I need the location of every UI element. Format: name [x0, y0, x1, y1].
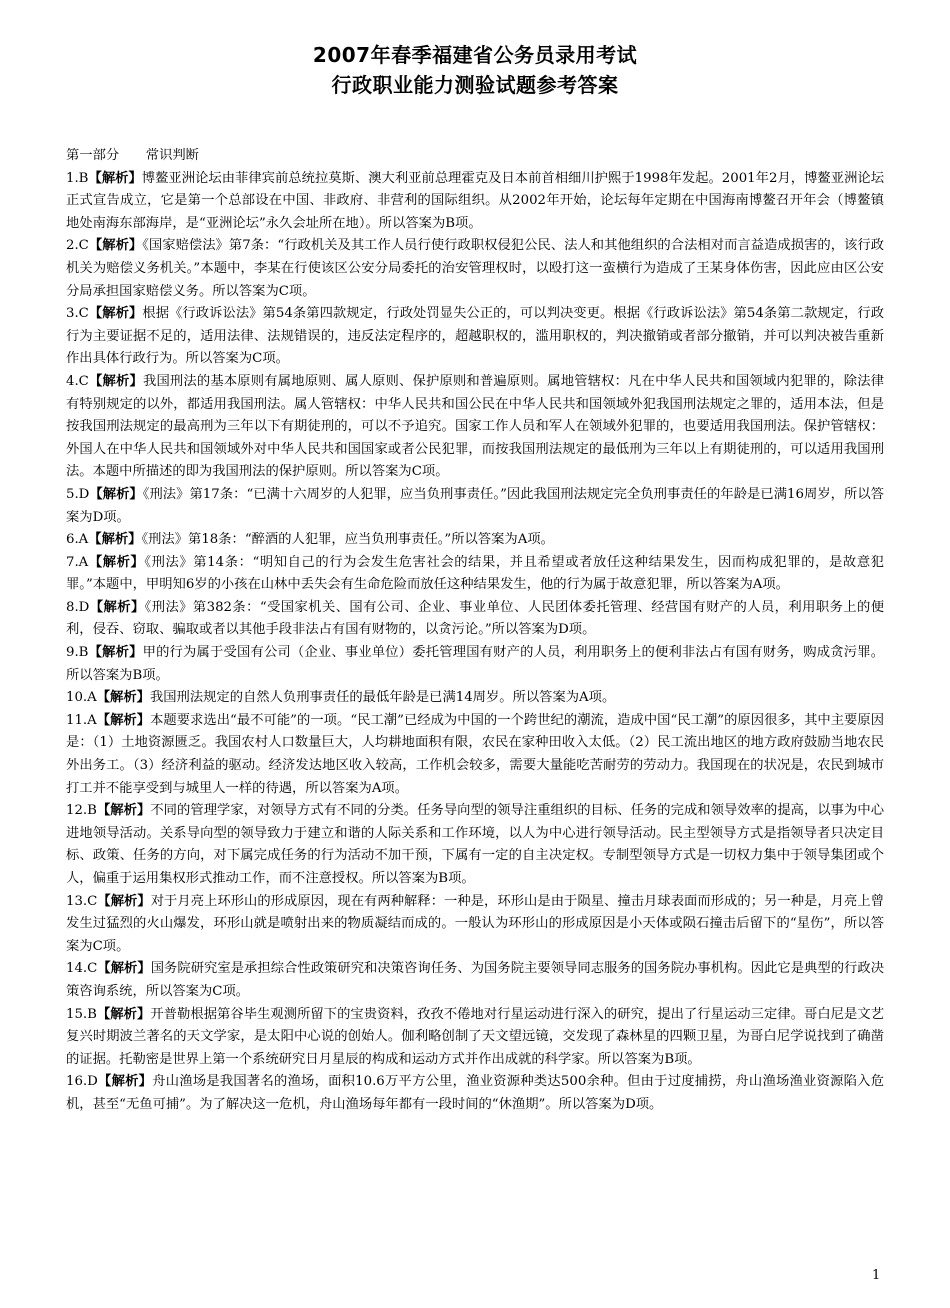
answer-label: 4.C: [66, 373, 89, 389]
analysis-tag: 【解析】: [88, 645, 143, 661]
answer-label: 10.A: [66, 690, 97, 706]
answer-text: 我国刑法规定的自然人负刑事责任的最低年龄是已满14周岁。所以答案为A项。: [149, 690, 616, 706]
answer-label: 12.B: [66, 803, 97, 819]
analysis-tag: 【解析】: [88, 373, 143, 389]
answer-text: 《国家赔偿法》第7条：“行政机关及其工作人员行使行政职权侵犯公民、法人和其他组织的合法相对而言益造成损害的，该行政机关为赔偿义务机关。”本题中，李某在行使该区公安分局委托的治安管理权时，以殴打这一蛮横行为造成了王某身体伤害，因此应由区公安分局承担国家赔偿义务。所以答案为C项。: [66, 238, 885, 299]
answer-item: [66, 1071, 884, 1116]
document-body: [66, 145, 884, 1117]
answer-item: [66, 168, 884, 236]
section-heading: 第一部分 常识判断: [66, 148, 199, 163]
answer-item: [66, 958, 884, 1003]
answer-label: 1.B: [66, 170, 89, 186]
answer-text: 《刑法》第17条：“已满十六周岁的人犯罪，应当负刑事责任。”因此我国刑法规定完全负刑事责任的年龄是已满16周岁，所以答案为D项。: [66, 486, 885, 525]
analysis-tag: 【解析】: [96, 803, 151, 819]
analysis-tag: 【解析】: [97, 1074, 153, 1090]
answer-text: 《刑法》第14条：“明知自己的行为会发生危害社会的结果，并且希望或者放任这种结果发生，因而构成犯罪的，是故意犯罪。”本题中，甲明知6岁的小孩在山林中丢失会有生命危险而放任这种结果发生，他的行为属于故意犯罪，所以答案为A项。: [66, 554, 884, 593]
answer-item: [66, 484, 884, 529]
analysis-tag: 【解析】: [96, 1006, 151, 1022]
answer-label: 14.C: [66, 961, 98, 977]
analysis-tag: 【解析】: [88, 170, 142, 186]
answer-item: [66, 687, 884, 710]
page-number: 1: [872, 1268, 881, 1283]
analysis-tag: 【解析】: [89, 599, 145, 615]
answer-label: 8.D: [66, 599, 90, 615]
answer-label: 11.A: [66, 712, 97, 728]
answer-text: 国务院研究室是承担综合性政策研究和决策咨询任务、为国务院主要领导同志服务的国务院办事机构。因此它是典型的行政决策咨询系统，所以答案为C项。: [66, 961, 885, 999]
answer-text: 《刑法》第382条：“受国家机关、国有公司、企业、事业单位、人民团体委托管理、经营国有财产的人员，利用职务上的便利，侵吞、窃取、骗取或者以其他手段非法占有国有财物的，以贪污论。”所以答案为D项。: [66, 599, 885, 638]
answer-label: 15.B: [66, 1006, 97, 1022]
answer-text: 甲的行为属于受国有公司（企业、事业单位）委托管理国有财产的人员，利用职务上的便利非法占有国有财务，购成贪污罪。所以答案为B项。: [66, 645, 885, 683]
answer-text: 《刑法》第18条：“醉酒的人犯罪，应当负刑事责任。”所以答案为A项。: [141, 532, 554, 548]
title-line-2: 行政职业能力测验试题参考答案: [331, 73, 619, 97]
answer-label: 16.D: [66, 1074, 98, 1090]
answer-item: [66, 552, 884, 597]
answer-item: [66, 235, 884, 303]
analysis-tag: 【解析】: [88, 238, 143, 254]
answer-item: [66, 371, 884, 484]
analysis-tag: 【解析】: [96, 712, 151, 728]
answer-item: [66, 529, 884, 552]
answer-text: 博鳌亚洲论坛由菲律宾前总统拉莫斯、澳大利亚前总理霍克及日本前首相细川护熙于1998年发起。2001年2月，博鳌亚洲论坛正式宣告成立，它是第一个总部设在中国、非政府、非营利的国际组织。从2002年开始，论坛每年定期在中国海南博鳌召开年会（博鳌镇地处南海东部海岸，是“亚洲论坛”永久会址所在地）。所以答案为B项。: [66, 170, 885, 231]
answer-label: 3.C: [66, 306, 89, 322]
analysis-tag: 【解析】: [89, 486, 143, 502]
analysis-tag: 【解析】: [88, 532, 142, 548]
answer-text: 根据《行政诉讼法》第54条第四款规定，行政处罚显失公正的，可以判决变更。根据《行政诉讼法》第54条第二款规定，行政行为主要证据不足的，适用法律、法规错误的，违反法定程序的，超越职权的，滥用职权的，判决撤销或者部分撤销，并可以判决被告重新作出具体行政行为。所以答案为C项。: [66, 306, 885, 367]
answer-label: 5.D: [66, 486, 90, 502]
answer-text: 我国刑法的基本原则有属地原则、属人原则、保护原则和普遍原则。属地管辖权：凡在中华人民共和国领域内犯罪的，除法律有特别规定的以外，都适用我国刑法。属人管辖权：中华人民共和国公民在中华人民共和国领域外犯我国刑法规定之罪的，适用本法，但是按我国刑法规定的最高刑为三年以下有期徒刑的，可以不予追究。国家工作人员和军人在领域外犯罪的，也要适用我国刑法。保护管辖权：外国人在中华人民共和国领域外对中华人民共和国国家或者公民犯罪，而按我国刑法规定的最低刑为三年以上有期徒刑的，可以适用我国刑法。本题中所描述的即为我国刑法的保护原则。所以答案为C项。: [66, 373, 885, 480]
answer-list: [66, 168, 884, 1117]
analysis-tag: 【解析】: [96, 690, 150, 706]
answer-item: [66, 800, 884, 890]
analysis-tag: 【解析】: [97, 893, 151, 909]
answer-label: 2.C: [66, 238, 89, 254]
answer-item: [66, 710, 884, 800]
answer-label: 6.A: [66, 532, 89, 548]
answer-text: 开普勒根据第谷毕生观测所留下的宝贵资料，孜孜不倦地对行星运动进行深入的研究，提出了行星运动三定律。哥白尼是文艺复兴时期波兰著名的天文学家，是太阳中心说的创始人。伽利略创制了天文望远镜，交发现了森林星的四颗卫星，为哥白尼学说找到了确凿的证据。托勒密是世界上第一个系统研究日月星辰的构成和运动方式并作出成就的科学家。所以答案为B项。: [66, 1006, 884, 1067]
answer-item: [66, 1004, 884, 1072]
answer-label: 7.A: [66, 554, 89, 570]
answer-item: [66, 303, 884, 371]
answer-text: 舟山渔场是我国著名的渔场，面积10.6万平方公里，渔业资源种类达500余种。但由于过度捕捞，舟山渔场渔业资源陷入危机，甚至“无鱼可捕”。为了解决这一危机，舟山渔场每年都有一段时间的“休渔期”。所以答案为D项。: [66, 1074, 884, 1112]
answer-label: 13.C: [66, 893, 98, 909]
answer-text: 对于月亮上环形山的形成原因，现在有两种解释：一种是，环形山是由于陨星、撞击月球表面而形成的；另一种是，月亮上曾发生过猛烈的火山爆发，环形山就是喷射出来的物质凝结而成的。一般认为环形山的形成原因是小天体或陨石撞击后留下的“星伤”，所以答案为C项。: [66, 893, 885, 954]
answer-text: 本题要求选出“最不可能”的一项。“民工潮”已经成为中国的一个跨世纪的潮流，造成中国“民工潮”的原因很多，其中主要原因是：（1）土地资源匮乏。我国农村人口数量巨大，人均耕地面积有限，农民在家种田收入太低。（2）民工流出地区的地方政府鼓励当地农民外出务工。（3）经济利益的驱动。经济发达地区收入较高，工作机会较多，需要大量能吃苦耐劳的劳动力。我国现在的状况是，农民到城市打工并不能享受到与城里人一样的待遇，所以答案为A项。: [66, 712, 884, 796]
analysis-tag: 【解析】: [88, 554, 145, 570]
document-title: [0, 40, 950, 100]
answer-label: 9.B: [66, 645, 89, 661]
answer-text: 不同的管理学家，对领导方式有不同的分类。任务导向型的领导注重组织的目标、任务的完成和领导效率的提高，以事为中心进地领导活动。关系导向型的领导致力于建立和谐的人际关系和工作环境，以人为中心进行领导活动。民主型领导方式是指领导者只决定目标、政策、任务的方向，对下属完成任务的行为活动不加干预，下属有一定的自主决定权。专制型领导方式是一切权力集中于领导集团或个人，偏重于运用集权形式推动工作，而不注意授权。所以答案为B项。: [66, 803, 884, 886]
answer-item: [66, 597, 884, 642]
title-line-1: 2007年春季福建省公务员录用考试: [312, 43, 638, 67]
analysis-tag: 【解析】: [88, 306, 143, 322]
answer-item: [66, 891, 884, 959]
answer-item: [66, 642, 884, 687]
analysis-tag: 【解析】: [97, 961, 151, 977]
